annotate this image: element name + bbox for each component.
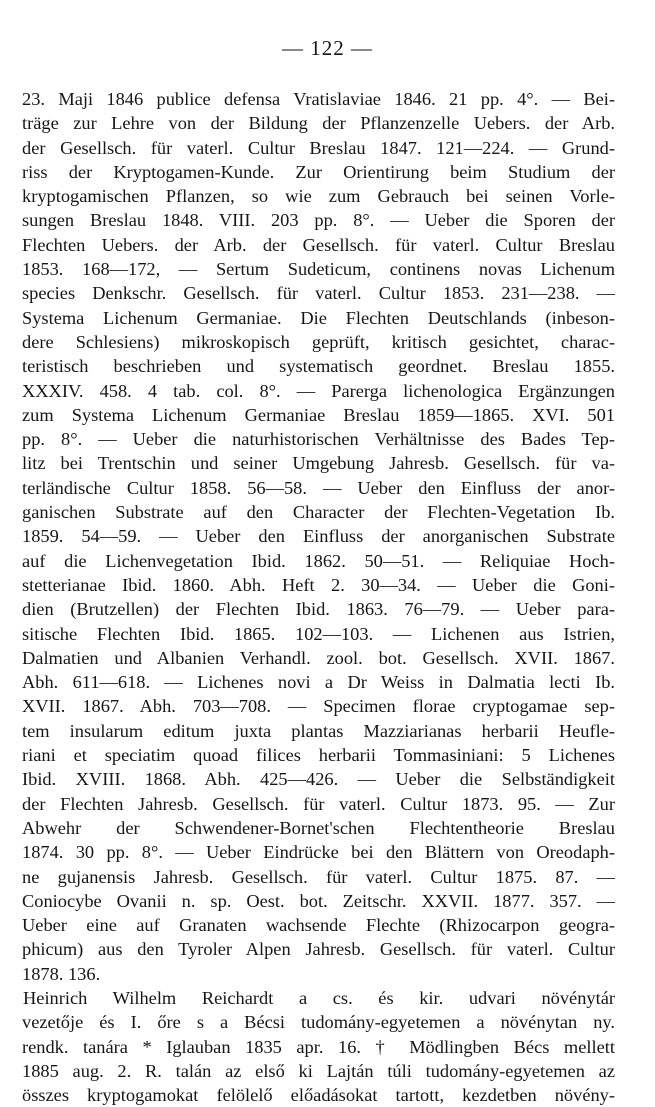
text-line: teristisch beschrieben und systematisch geordnet. Breslau 1855. — [22, 356, 615, 377]
text-line: 1853. 168—172, — Sertum Sudeticum, continens novas Lichenum — [22, 259, 615, 280]
text-line: Heinrich Wilhelm Reichardt a cs. és kir. udvari növénytár — [23, 987, 615, 1008]
text-line: der Gesellsch. für vaterl. Cultur Breslau 1847. 121—224. — Grund- — [22, 137, 615, 158]
text-line: 1859. 54—59. — Ueber den Einfluss der anorganischen Substrate — [22, 526, 615, 547]
text-line: phicum) aus den Tyroler Alpen Jahresb. Gesellsch. für vaterl. Cultur — [22, 939, 615, 960]
text-line: riani et speciatim quoad filices herbarii Tommasiniani: 5 Lichenes — [22, 745, 615, 766]
text-line: 1878. 136. — [22, 963, 101, 984]
text-line: Ueber eine auf Granaten wachsende Flechte (Rhizocarpon geogra- — [22, 915, 615, 936]
text-line: träge zur Lehre von der Bildung der Pflanzenzelle Uebers. der Arb. — [22, 113, 615, 134]
text-line: ganischen Substrate auf den Character der Flechten-Vegetation Ib. — [22, 502, 615, 523]
text-line: összes kryptogamokat felölelő előadásokat tartott, kezdetben növény- — [22, 1085, 615, 1106]
text-line: auf die Lichenvegetation Ibid. 1862. 50—51. — Reliquiae Hoch- — [22, 550, 615, 571]
text-line: XXXIV. 458. 4 tab. col. 8°. — Parerga lichenologica Ergänzungen — [22, 380, 615, 401]
body-text — [22, 87, 615, 1107]
text-line: Dalmatien und Albanien Verhandl. zool. bot. Gesellsch. XVII. 1867. — [22, 647, 615, 668]
text-line: rendk. tanára * Iglauban 1835 apr. 16. † Mödlingben Bécs mellett — [22, 1036, 615, 1057]
text-line: 1885 aug. 2. R. talán az első ki Lajtán túli tudomány-egyetemen az — [22, 1060, 615, 1081]
text-line: ne gujanensis Jahresb. Gesellsch. für vaterl. Cultur 1875. 87. — — [22, 866, 615, 887]
text-line: riss der Kryptogamen-Kunde. Zur Orientirung beim Studium der — [22, 161, 615, 182]
text-line: sungen Breslau 1848. VIII. 203 pp. 8°. — Ueber die Sporen der — [22, 210, 615, 231]
text-line: tem insularum editum juxta plantas Mazziarianas herbarii Heufle- — [22, 720, 615, 741]
text-line: litz bei Trentschin und seiner Umgebung Jahresb. Gesellsch. für va- — [22, 453, 615, 474]
text-line: sitische Flechten Ibid. 1865. 102—103. — Lichenen aus Istrien, — [22, 623, 615, 644]
text-line: Coniocybe Ovanii n. sp. Oest. bot. Zeitschr. XXVII. 1877. 357. — — [22, 890, 615, 911]
text-line: zum Systema Lichenum Germaniae Breslau 1859—1865. XVI. 501 — [22, 404, 615, 425]
text-line: 1874. 30 pp. 8°. — Ueber Eindrücke bei den Blättern von Oreodaph- — [22, 842, 615, 863]
text-line: Systema Lichenum Germaniae. Die Flechten Deutschlands (inbeson- — [22, 307, 615, 328]
text-line: kryptogamischen Pflanzen, so wie zum Gebrauch bei seinen Vorle- — [22, 186, 615, 207]
text-line: stetterianae Ibid. 1860. Abh. Heft 2. 30—34. — Ueber die Goni- — [22, 574, 615, 595]
text-line: Abwehr der Schwendener-Bornet'schen Flechtentheorie Breslau — [22, 817, 615, 838]
text-line: pp. 8°. — Ueber die naturhistorischen Verhältnisse des Bades Tep- — [22, 429, 615, 450]
text-line: Ibid. XVIII. 1868. Abh. 425—426. — Ueber die Selbständigkeit — [22, 769, 615, 790]
text-line: species Denkschr. Gesellsch. für vaterl. Cultur 1853. 231—238. — — [22, 283, 615, 304]
text-line: dere Schlesiens) mikroskopisch geprüft, kritisch gesichtet, charac- — [22, 331, 615, 352]
text-line: 23. Maji 1846 publice defensa Vratislaviae 1846. 21 pp. 4°. — Bei- — [22, 89, 615, 109]
text-line: terländische Cultur 1858. 56—58. — Ueber den Einfluss der anor- — [22, 477, 615, 498]
text-line: vezetője és I. őre s a Bécsi tudomány-egyetemen a növénytan ny. — [22, 1012, 615, 1033]
text-line: der Flechten Jahresb. Gesellsch. für vaterl. Cultur 1873. 95. — Zur — [22, 793, 615, 814]
text-line: Abh. 611—618. — Lichenes novi a Dr Weiss in Dalmatia lecti Ib. — [22, 672, 615, 693]
text-line: dien (Brutzellen) der Flechten Ibid. 1863. 76—79. — Ueber para- — [22, 599, 615, 620]
text-line: XVII. 1867. Abh. 703—708. — Specimen florae cryptogamae sep- — [22, 696, 615, 717]
page-number: — 122 — — [282, 36, 373, 60]
text-line: Flechten Uebers. der Arb. der Gesellsch. für vaterl. Cultur Breslau — [22, 234, 615, 255]
